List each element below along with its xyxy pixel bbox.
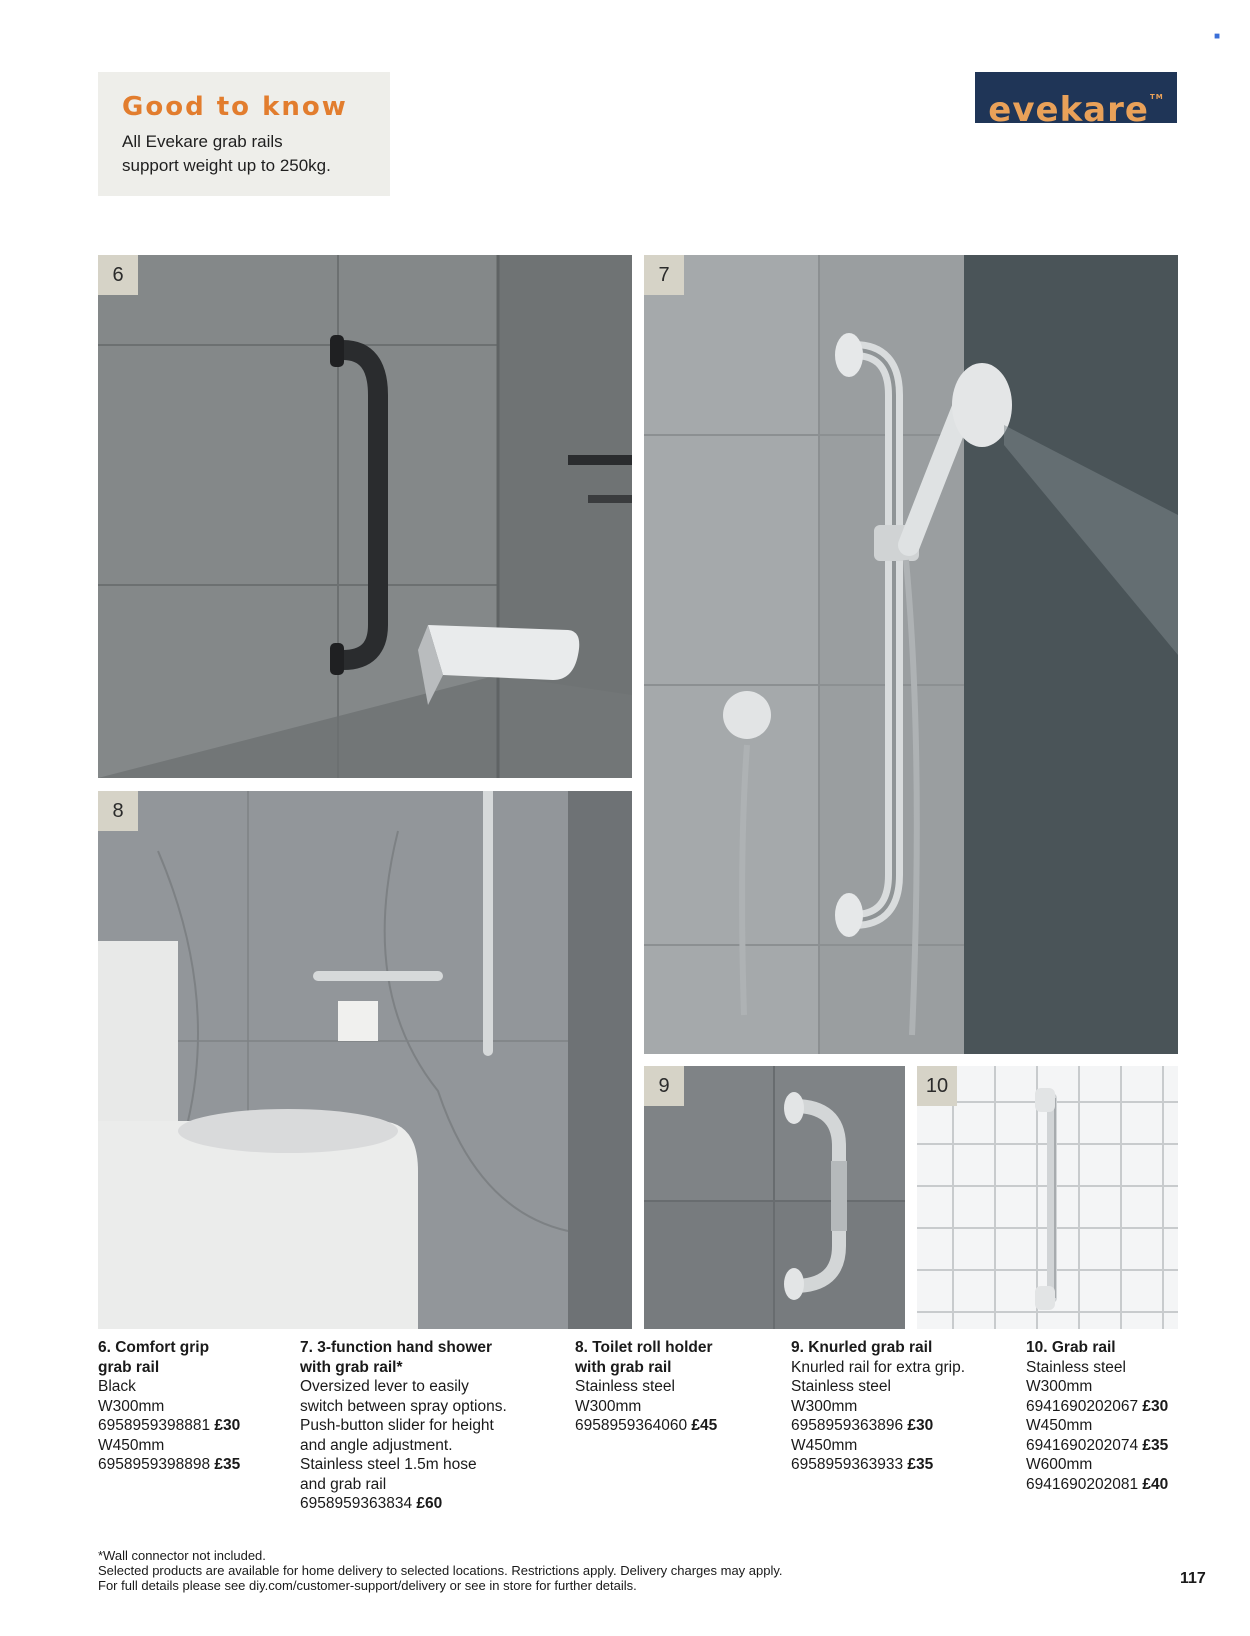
footnote: *Wall connector not included. <box>98 1548 266 1563</box>
product-finish: Black <box>98 1378 136 1395</box>
variant-size: W450mm <box>98 1436 165 1454</box>
variant-code: 6958959364060 <box>575 1417 688 1434</box>
product-finish: Stainless steel <box>1026 1358 1126 1376</box>
product-image-9 <box>644 1066 905 1329</box>
variant-price: £45 <box>691 1417 718 1434</box>
product-info-10 <box>1026 1338 1236 1494</box>
variant-price: £35 <box>214 1456 241 1473</box>
variant-code: 6941690202081 <box>1026 1475 1139 1493</box>
product-title: 6. Comfort grip <box>98 1339 210 1356</box>
variant-line <box>300 1494 525 1514</box>
variant-size: W300mm <box>98 1397 165 1415</box>
product-description: and angle adjustment. <box>300 1436 453 1454</box>
product-title-line-2: with grab rail* <box>300 1358 403 1376</box>
product-description: Knurled rail for extra grip. <box>791 1358 966 1376</box>
product-image-6 <box>98 255 632 778</box>
product-description: Push-button slider for height <box>300 1417 494 1434</box>
variant-size: W450mm <box>1026 1417 1093 1434</box>
variant-line <box>791 1416 1011 1436</box>
variant-price: £30 <box>1142 1397 1169 1415</box>
variant-line <box>98 1455 288 1475</box>
callout-text <box>122 130 366 178</box>
variant-line <box>98 1416 288 1436</box>
product-title: 10. Grab rail <box>1026 1339 1116 1356</box>
product-image-8 <box>98 791 632 1329</box>
variant-price: £30 <box>214 1417 241 1434</box>
variant-size: W300mm <box>791 1397 858 1415</box>
variant-size: W600mm <box>1026 1456 1093 1473</box>
product-title: 9. Knurled grab rail <box>791 1339 933 1356</box>
variant-code: 6958959363933 <box>791 1456 904 1473</box>
trademark-mark: TM <box>1149 93 1164 101</box>
toilet-roll-holder-illustration <box>98 791 632 1329</box>
product-title: 7. 3-function hand shower <box>300 1339 493 1356</box>
product-info-7 <box>300 1338 525 1514</box>
good-to-know-callout <box>98 72 390 196</box>
product-title-line-2: with grab rail <box>575 1358 672 1376</box>
panel-number-badge: 9 <box>644 1066 684 1106</box>
callout-heading: Good to know <box>122 92 348 122</box>
product-info-8 <box>575 1338 775 1436</box>
variant-code: 6941690202074 <box>1026 1436 1139 1454</box>
variant-code: 6941690202067 <box>1026 1397 1139 1415</box>
product-info-9 <box>791 1338 1011 1475</box>
delivery-note: Selected products are available for home delivery to selected locations. Restrictions apply. Delivery charges may apply. <box>98 1563 783 1578</box>
variant-price: £40 <box>1142 1475 1169 1493</box>
hand-shower-illustration <box>644 255 1178 1054</box>
variant-line <box>791 1455 1011 1475</box>
panel-number-badge: 8 <box>98 791 138 831</box>
product-image-10 <box>917 1066 1178 1329</box>
product-finish: Stainless steel <box>575 1378 675 1395</box>
product-title: 8. Toilet roll holder <box>575 1339 713 1356</box>
variant-price: £60 <box>416 1495 443 1512</box>
product-finish: Stainless steel <box>791 1378 891 1395</box>
variant-line <box>1026 1397 1236 1417</box>
variant-size: W300mm <box>1026 1378 1093 1395</box>
panel-number-badge: 6 <box>98 255 138 295</box>
variant-line <box>1026 1475 1236 1495</box>
footer-notes <box>98 1548 783 1593</box>
logo-text: evekare <box>988 90 1149 130</box>
variant-code: 6958959398898 <box>98 1456 211 1473</box>
product-image-7 <box>644 255 1178 1054</box>
callout-line-1: All Evekare grab rails <box>122 132 283 151</box>
page-number: 117 <box>1180 1570 1206 1587</box>
comfort-grip-rail-illustration <box>98 255 632 778</box>
variant-size: W300mm <box>575 1397 642 1415</box>
variant-line <box>1026 1436 1236 1456</box>
callout-line-2: support weight up to 250kg. <box>122 156 331 175</box>
variant-code: 6958959398881 <box>98 1417 211 1434</box>
variant-line <box>575 1416 775 1436</box>
variant-size: W450mm <box>791 1436 858 1454</box>
product-description: Stainless steel 1.5m hose <box>300 1456 477 1473</box>
panel-number-badge: 7 <box>644 255 684 295</box>
product-title-line-2: grab rail <box>98 1358 160 1376</box>
corner-mark-icon: ■ <box>1214 31 1221 42</box>
panel-number-badge: 10 <box>917 1066 957 1106</box>
variant-price: £35 <box>1142 1436 1169 1454</box>
variant-price: £30 <box>907 1417 934 1434</box>
product-info-6 <box>98 1338 288 1475</box>
evekare-logo <box>975 72 1177 130</box>
product-description: switch between spray options. <box>300 1397 507 1415</box>
product-description: and grab rail <box>300 1475 387 1493</box>
variant-price: £35 <box>907 1456 934 1473</box>
delivery-details: For full details please see diy.com/customer-support/delivery or see in store for further details. <box>98 1578 637 1593</box>
variant-code: 6958959363896 <box>791 1417 904 1434</box>
product-description: Oversized lever to easily <box>300 1378 469 1395</box>
variant-code: 6958959363834 <box>300 1495 413 1512</box>
